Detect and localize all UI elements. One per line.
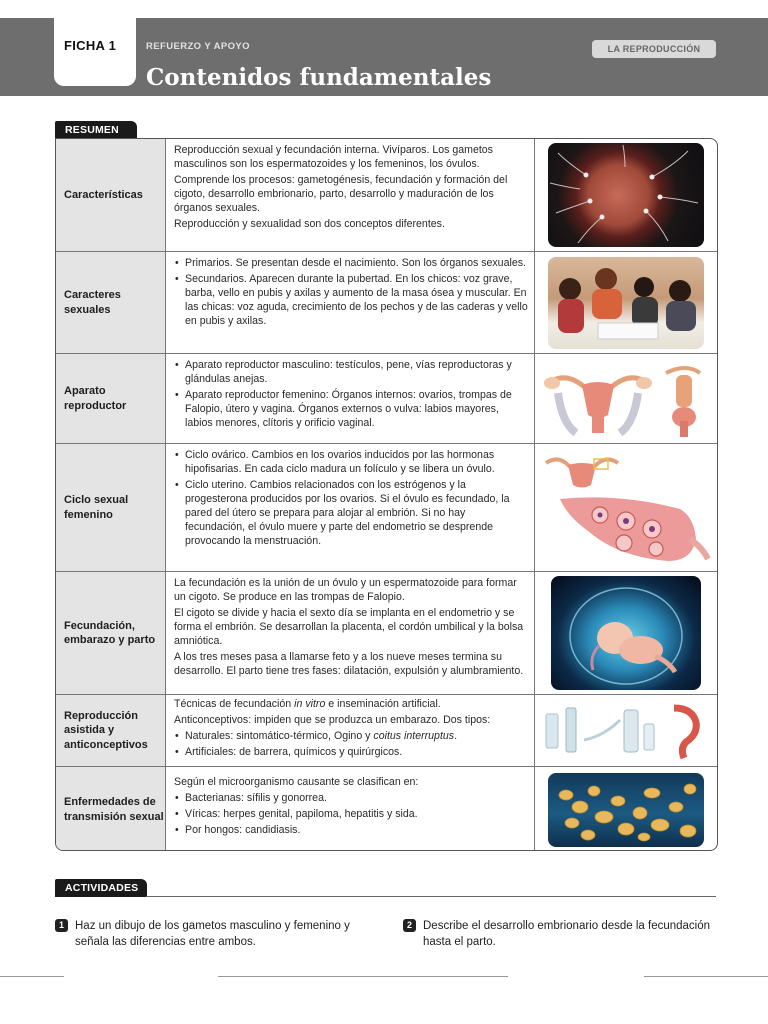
row-bullet: • Primarios. Se presentan desde el nacimiento. Son los órganos sexuales. xyxy=(174,256,528,270)
ficha-label: FICHA 1 xyxy=(64,38,117,53)
row-content xyxy=(166,444,535,571)
fetus-in-amniotic-sac-image xyxy=(551,576,701,690)
row-content xyxy=(166,354,535,443)
table-row xyxy=(56,767,717,851)
activity-number: 2 xyxy=(403,919,416,932)
activity-item xyxy=(403,918,723,950)
row-image-cell xyxy=(535,354,717,443)
row-label: Enfermedades de transmisión sexual xyxy=(56,767,166,851)
row-bullet: • Naturales: sintomático-térmico, Ogino y coitus interruptus. xyxy=(174,729,528,743)
row-label: Ciclo sexual femenino xyxy=(56,444,166,571)
row-bullet: • Bacterianas: sífilis y gonorrea. xyxy=(174,791,528,805)
activity-text: Haz un dibujo de los gametos masculino y femenino y señala las diferencias entre ambos. xyxy=(75,920,350,948)
row-image-cell xyxy=(535,252,717,353)
row-bullet: • Aparato reproductor femenino: Órganos internos: ovarios, trompas de Falopio, útero y vagina. Órganos externos o vulva: labios mayores, labios menores, clítoris y orificio vaginal. xyxy=(174,388,528,430)
row-image-cell xyxy=(535,444,717,571)
table-row xyxy=(56,252,717,354)
table-row xyxy=(56,572,717,695)
row-paragraph: Reproducción sexual y fecundación interna. Vivíparos. Los gametos masculinos son los espermatozoides y los femeninos, los óvulos. xyxy=(174,144,493,170)
row-bullet: • Aparato reproductor masculino: testículos, pene, vías reproductoras y glándulas anejas. xyxy=(174,358,528,386)
ovarian-cycle-diagram xyxy=(540,449,712,567)
footer-rule xyxy=(0,976,64,977)
row-label: Aparato reproductor xyxy=(56,354,166,443)
row-paragraph: Según el microorganismo causante se clasifican en: xyxy=(174,776,419,788)
row-image-cell xyxy=(535,695,717,766)
row-bullet: • Secundarios. Aparecen durante la pubertad. En los chicos: voz grave, barba, vello en pubis y axilas y aumento de la masa ósea y muscular. En las chicas: voz aguda, crecimiento de los pechos y de las caderas y vello en pubis y axilas. xyxy=(174,272,528,328)
row-bullet: • Víricas: herpes genital, papiloma, hepatitis y sida. xyxy=(174,807,528,821)
row-image-cell xyxy=(535,767,717,851)
row-bullet: • Artificiales: de barrera, químicos y quirúrgicos. xyxy=(174,745,528,759)
row-label: Fecundación, embarazo y parto xyxy=(56,572,166,694)
row-paragraph: El cigoto se divide y hacia el sexto día se implanta en el endometrio y se forma el embrión. Se desarrollan la placenta, el cordón umbilical y la bolsa amniótica. xyxy=(174,607,524,647)
worksheet-subtitle: REFUERZO Y APOYO xyxy=(146,41,250,52)
row-content xyxy=(166,572,535,694)
footer-rule xyxy=(218,976,508,977)
row-paragraph: Anticonceptivos: impiden que se produzca un embarazo. Dos tipos: xyxy=(174,714,491,726)
row-content xyxy=(166,767,535,851)
row-bullet: • Ciclo ovárico. Cambios en los ovarios inducidos por las hormonas hipofisarias. En cada ciclo madura un folículo y se libera un óvulo. xyxy=(174,448,528,476)
row-bullet: • Ciclo uterino. Cambios relacionados con los estrógenos y la progesterona producidos por los ovarios. Si el óvulo es fecundado, la pared del útero se prepara para alojar al embrión. Si no hay fecundación, el óvulo muere y parte del endometrio se desprende provocando la menstruación. xyxy=(174,478,528,548)
table-row xyxy=(56,354,717,444)
activity-text: Describe el desarrollo embrionario desde la fecundación hasta el parto. xyxy=(423,920,711,948)
table-row xyxy=(56,139,717,252)
row-paragraph: La fecundación es la unión de un óvulo y un espermatozoide para formar un cigoto. Se produce en las trompas de Falopio. xyxy=(174,577,517,603)
row-paragraph: Técnicas de fecundación in vitro e inseminación artificial. xyxy=(174,698,441,710)
activity-number: 1 xyxy=(55,919,68,932)
activities-section-label: ACTIVIDADES xyxy=(55,879,147,897)
footer-rule xyxy=(644,976,768,977)
activities-divider xyxy=(146,896,716,897)
assisted-reproduction-illustration xyxy=(540,700,712,762)
row-paragraph: Comprende los procesos: gametogénesis, fecundación y formación del cigoto, desarrollo embrionario, parto, desarrollo y maduración de los órganos sexuales. xyxy=(174,174,508,214)
row-image-cell xyxy=(535,139,717,251)
row-image-cell xyxy=(535,572,717,694)
teenagers-studying-image xyxy=(548,257,704,349)
topic-badge: LA REPRODUCCIÓN xyxy=(592,40,716,58)
page-title: Contenidos fundamentales xyxy=(146,64,492,91)
reproductive-systems-diagram xyxy=(538,359,714,439)
candida-yeast-micrograph xyxy=(548,773,704,847)
table-row xyxy=(56,444,717,572)
row-bullet: • Por hongos: candidiasis. xyxy=(174,823,528,837)
row-content xyxy=(166,139,535,251)
summary-table xyxy=(55,138,718,851)
row-label: Caracteres sexuales xyxy=(56,252,166,353)
ovum-with-sperm-image xyxy=(548,143,704,247)
table-row xyxy=(56,695,717,767)
row-content xyxy=(166,695,535,766)
activity-item xyxy=(55,918,375,950)
row-label: Reproducción asistida y anticonceptivos xyxy=(56,695,166,766)
row-label: Características xyxy=(56,139,166,251)
row-content xyxy=(166,252,535,353)
summary-section-label: RESUMEN xyxy=(55,121,137,139)
row-paragraph: A los tres meses pasa a llamarse feto y a los nueve meses termina su desarrollo. El parto tiene tres fases: dilatación, expulsión y alumbramiento. xyxy=(174,651,524,677)
row-paragraph: Reproducción y sexualidad son dos conceptos diferentes. xyxy=(174,218,445,230)
